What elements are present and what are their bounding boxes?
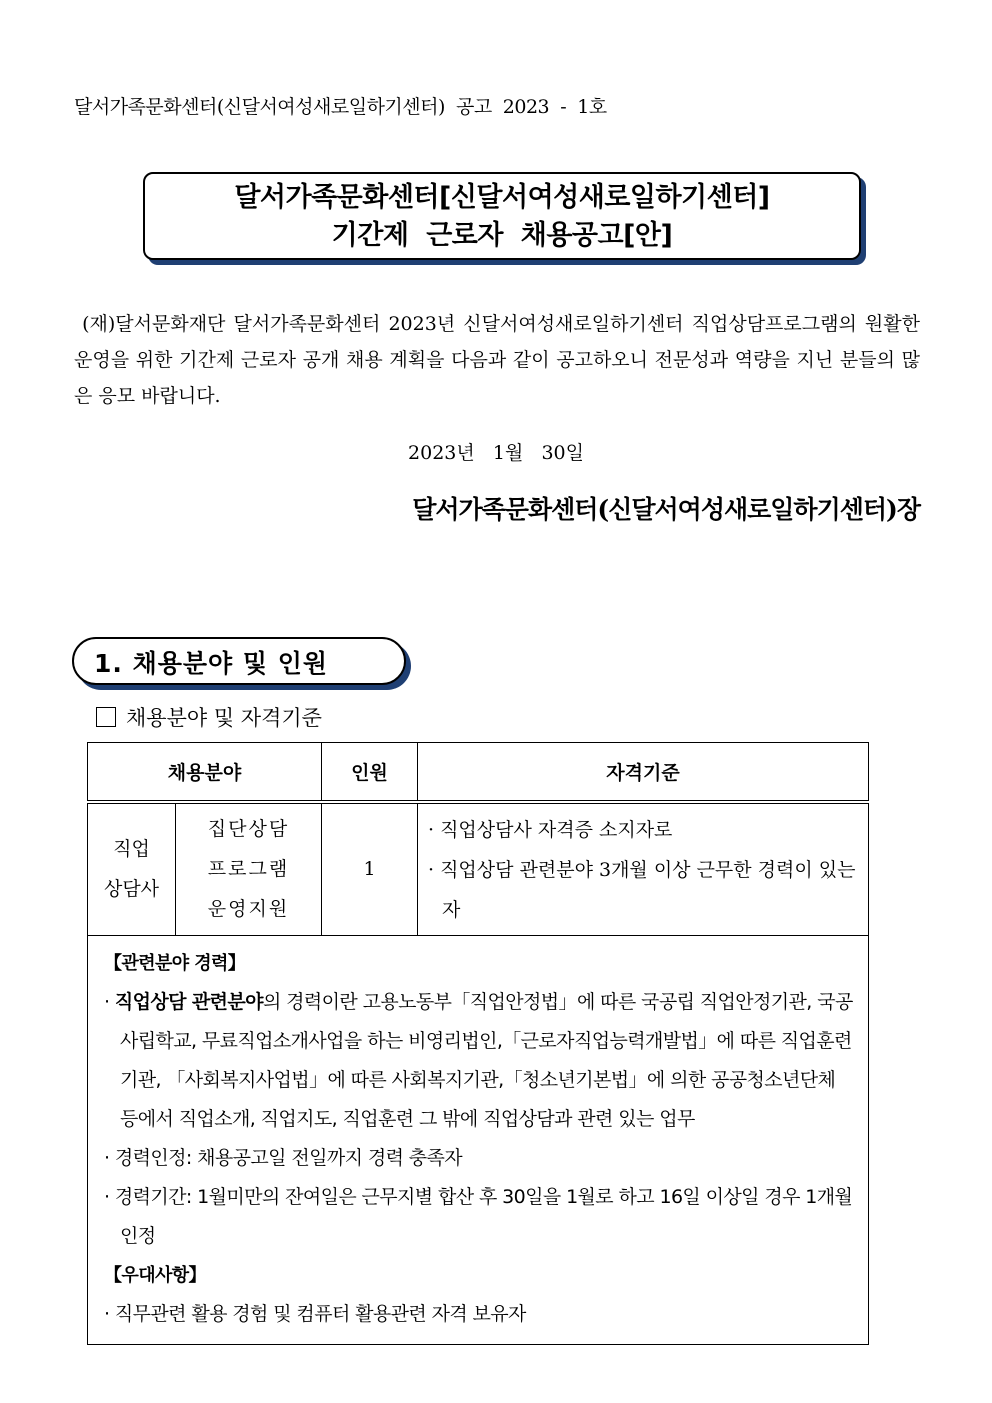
qualification-item: · 직업상담사 자격증 소지자로 <box>428 819 673 841</box>
table-row <box>88 802 869 935</box>
checkbox-square-icon <box>96 707 116 727</box>
preference-item: · 직무관련 활용 경험 및 컴퓨터 활용관련 자격 보유자 <box>104 1302 526 1325</box>
date-month: 1월 <box>492 442 524 464</box>
field-main-1: 직업 <box>113 838 150 861</box>
notes-cell <box>88 935 869 1344</box>
count-cell: 1 <box>322 802 418 935</box>
notes-row <box>88 935 869 1344</box>
title-line-1: 달서가족문화센터[신달서여성새로일하기센터] <box>234 182 770 213</box>
field-sub-2: 프로그램 <box>207 858 290 881</box>
subheading-text: 채용분야 및 자격기준 <box>126 706 322 730</box>
notice-number: 달서가족문화센터(신달서여성새로일하기센터) 공고 2023 - 1호 <box>74 96 607 118</box>
issuer: 달서가족문화센터(신달서여성새로일하기센터)장 <box>412 495 920 524</box>
section-1-heading-box <box>72 637 406 685</box>
field-main-cell <box>88 802 176 935</box>
preference-text: 직무관련 활용 경험 및 컴퓨터 활용관련 자격 보유자 <box>114 1302 526 1325</box>
intro-paragraph: (재)달서문화재단 달서가족문화센터 2023년 신달서여성새로일하기센터 직업상담프로그램의 원활한 운영을 위한 기간제 근로자 공개 채용 계획을 다음과 같이 공고하오니 전문성과 역량을 지닌 분들의 많은 응모 바랍니다. <box>74 313 927 407</box>
period-text: 경력기간: 1월미만의 잔여일은 근무지별 합산 후 30일을 1월로 하고 16일 이상일 경우 1개월 인정 <box>114 1185 853 1247</box>
recognition-item: · 경력인정: 채용공고일 전일까지 경력 충족자 <box>104 1146 463 1169</box>
date-year: 2023년 <box>408 442 475 464</box>
qualification-cell <box>418 802 869 935</box>
qualification-item: · 직업상담 관련분야 3개월 이상 근무한 경력이 있는 자 <box>428 859 856 921</box>
preference-label: 【우대사항】 <box>104 1264 206 1286</box>
date-day: 30일 <box>541 442 584 464</box>
header-qualification: 자격기준 <box>418 743 869 803</box>
career-text: 의 경력이란 고용노동부「직업안정법」에 따른 국공립 직업안정기관, 국공사립학교, 무료직업소개사업을 하는 비영리법인,「근로자직업능력개발법」에 따른 직업훈련기관, 「사회복지사업법」에 따른 사회복지기관,「청소년기본법」에 의한 공공청소년단체 등에서 직업소개, 직업지도, 직업훈련 그 밖에 직업상담과 관련 있는 업무 <box>120 990 853 1130</box>
recognition-text: 경력인정: 채용공고일 전일까지 경력 충족자 <box>114 1146 463 1169</box>
announcement-date <box>0 438 992 465</box>
subheading <box>96 702 322 732</box>
recruitment-table <box>87 742 869 1345</box>
field-main-2: 상담사 <box>103 878 160 901</box>
title-line-2: 기간제 근로자 채용공고[안] <box>331 220 673 251</box>
header-field: 채용분야 <box>88 743 322 803</box>
period-item: · 경력기간: 1월미만의 잔여일은 근무지별 합산 후 30일을 1월로 하고 16일 이상일 경우 1개월 인정 <box>104 1185 853 1247</box>
table-header-row <box>88 743 869 803</box>
header-count: 인원 <box>322 743 418 803</box>
field-sub-3: 운영지원 <box>207 898 290 921</box>
career-item: · 직업상담 관련분야의 경력이란 고용노동부「직업안정법」에 따른 국공립 직업안정기관, 국공사립학교, 무료직업소개사업을 하는 비영리법인,「근로자직업능력개발법」에 따른 직업훈련기관, 「사회복지사업법」에 따른 사회복지기관,「청소년기본법」에 의한 공공청소년단체 등에서 직업소개, 직업지도, 직업훈련 그 밖에 직업상담과 관련 있는 업무 <box>104 990 853 1130</box>
field-sub-cell <box>176 802 322 935</box>
section-1-heading: 1. 채용분야 및 인원 <box>94 649 329 678</box>
career-bold: 직업상담 관련분야 <box>114 990 263 1013</box>
title-box <box>143 172 861 260</box>
career-label: 【관련분야 경력】 <box>104 952 246 974</box>
field-sub-1: 집단상담 <box>207 818 290 841</box>
